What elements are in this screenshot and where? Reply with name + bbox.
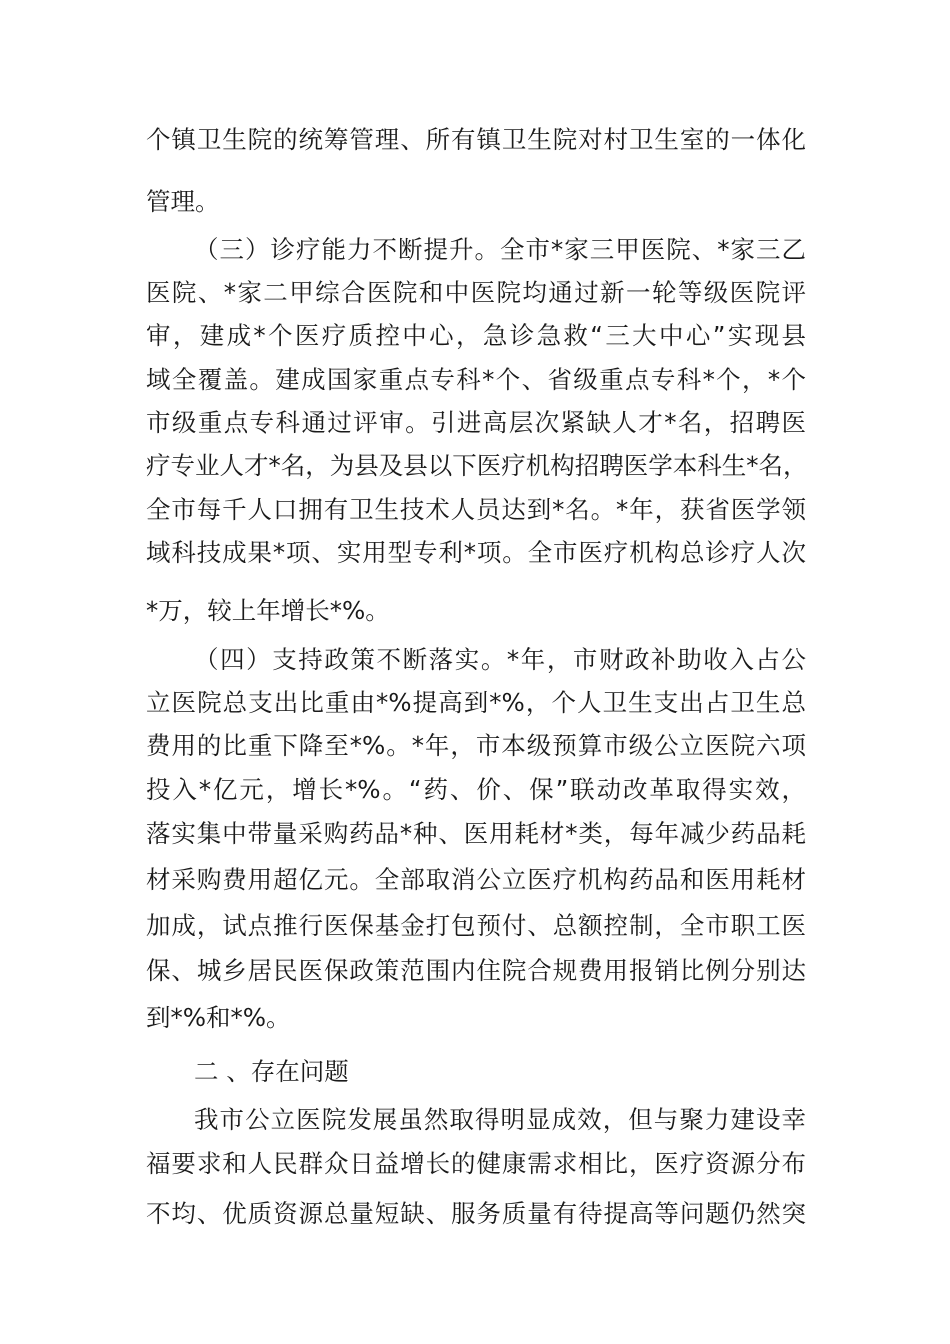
body-text-line: 我市公立医院发展虽然取得明显成效，但与聚力建设幸 — [194, 1105, 806, 1134]
body-text-line: 福要求和人民群众日益增长的健康需求相比，医疗资源分布 — [146, 1149, 806, 1178]
body-text-line: 域全覆盖。建成国家重点专科*个、省级重点专科*个，*个 — [146, 365, 806, 394]
body-text-line: 管理。 — [146, 187, 220, 216]
body-text-line: 费用的比重下降至*%。*年，市本级预算市级公立医院六项 — [146, 731, 806, 760]
body-text-line: 医院、*家二甲综合医院和中医院均通过新一轮等级医院评 — [146, 278, 806, 307]
body-text-line: 不均、优质资源总量短缺、服务质量有待提高等问题仍然突 — [146, 1199, 806, 1228]
body-text-line: 材采购费用超亿元。全部取消公立医疗机构药品和医用耗材 — [146, 865, 806, 894]
body-text-line: 保、城乡居民医保政策范围内住院合规费用报销比例分别达 — [146, 956, 806, 985]
chapter-heading: 二 、存在问题 — [194, 1057, 349, 1086]
body-text-line: 审，建成*个医疗质控中心，急诊急救“三大中心”实现县 — [146, 321, 806, 350]
body-text-line: 全市每千人口拥有卫生技术人员达到*名。*年，获省医学领 — [146, 495, 806, 524]
body-text-line: 疗专业人才*名，为县及县以下医疗机构招聘医学本科生*名， — [146, 451, 808, 480]
body-text-line: 市级重点专科通过评审。引进高层次紧缺人才*名，招聘医 — [146, 408, 806, 437]
body-text-line: 域科技成果*项、实用型专利*项。全市医疗机构总诊疗人次 — [146, 538, 806, 567]
body-text-line: 立医院总支出比重由*%提高到*%，个人卫生支出占卫生总 — [146, 688, 806, 717]
body-text-line: 加成，试点推行医保基金打包预付、总额控制，全市职工医 — [146, 911, 806, 940]
section-heading-line: （三）诊疗能力不断提升。全市*家三甲医院、*家三乙 — [194, 235, 806, 264]
body-text-line: 落实集中带量采购药品*种、医用耗材*类，每年减少药品耗 — [146, 819, 806, 848]
body-text-line: *万，较上年增长*%。 — [146, 596, 390, 625]
body-text-line: 投入*亿元，增长*%。“药、价、保”联动改革取得实效， — [146, 775, 806, 804]
body-text-line: 到*%和*%。 — [146, 1003, 291, 1032]
body-text-line: 个镇卫生院的统筹管理、所有镇卫生院对村卫生室的一体化 — [146, 125, 806, 154]
section-heading-line: （四）支持政策不断落实。*年，市财政补助收入占公 — [194, 645, 806, 674]
